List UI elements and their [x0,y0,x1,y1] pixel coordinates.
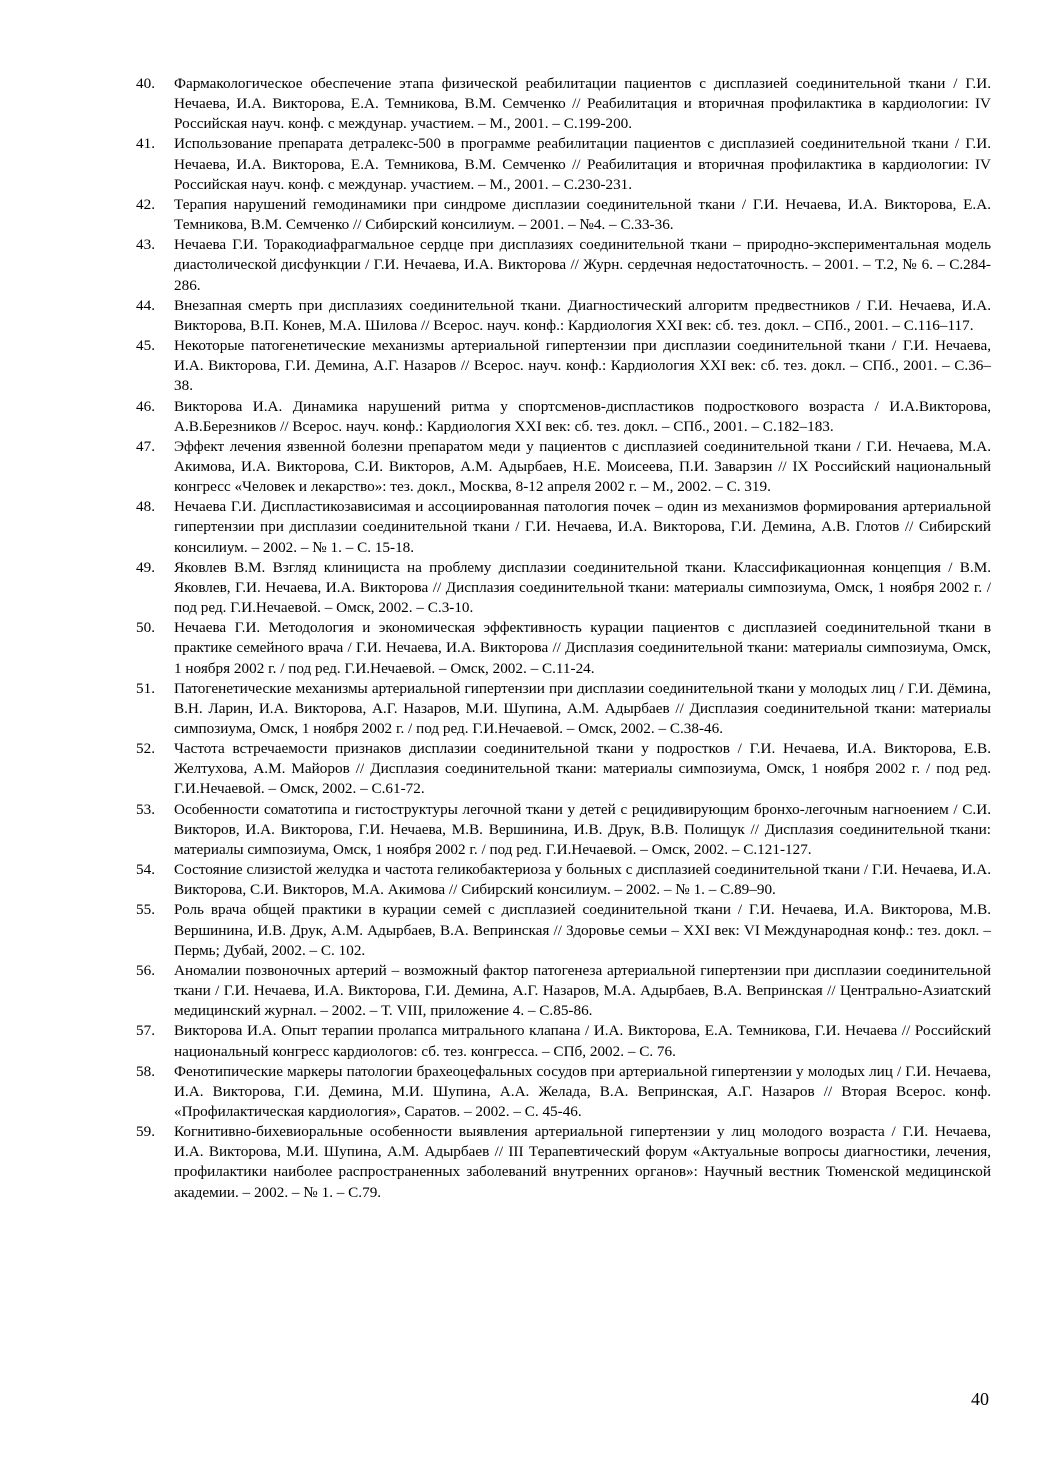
reference-item [136,74,991,134]
reference-number: 43. [136,236,155,254]
reference-text: Терапия нарушений гемодинамики при синдроме дисплазии соединительной ткани / Г.И. Нечаева, И.А. Викторова, Е.А. Темникова, В.М. Семченко // Сибирский консилиум. – 2001. – №4. – С.33-36. [174,195,991,234]
reference-number: 49. [136,558,155,576]
reference-text: Аномалии позвоночных артерий – возможный фактор патогенеза артериальной гипертензии при дисплазии соединительной ткани / Г.И. Нечаева, И.А. Викторова, Г.И. Демина, А.Г. Назаров, М.А. Адырбаев, В.А. Вепринская // Центрально-Азиатский медицинский журнал. – 2002. – Т. VIII, приложение 4. – С.85-86. [174,961,991,1020]
reference-text: Использование препарата детралекс-500 в программе реабилитации пациентов с дисплазией соединительной ткани / Г.И. Нечаева, И.А. Викторова, Е.А. Темникова, В.М. Семченко // Реабилитация и вторичная профилактика в кардиологии: IV Российская науч. конф. с междунар. участием. – М., 2001. – С.230-231. [174,135,991,193]
reference-number: 44. [136,296,155,314]
reference-number: 42. [136,195,155,213]
reference-number: 41. [136,135,155,153]
reference-item [136,860,991,900]
reference-item [136,618,991,678]
reference-text: Нечаева Г.И. Торакодиафрагмальное сердце при дисплазиях соединительной ткани – природно-экспериментальная модель диастолической дисфункции / Г.И. Нечаева, И.А. Викторова // Журн. сердечная недостаточность. – 2001. – Т.2, № 6. – С.284-286. [174,236,991,294]
reference-text: Состояние слизистой желудка и частота геликобактериоза у больных с дисплазией соединительной ткани / Г.И. Нечаева, И.А. Викторова, С.И. Викторов, М.А. Акимова // Сибирский консилиум. – 2002. – № 1. – С.89–90. [174,861,991,899]
reference-item [136,1021,991,1061]
reference-text: Особенности соматотипа и гистоструктуры легочной ткани у детей с рецидивирующим бронхо-легочным нагноением / С.И. Викторов, И.А. Викторова, Г.И. Нечаева, М.В. Вершинина, И.В. Друк, В.В. Полищук // Дисплазия соединительной ткани: материалы симпозиума, Омск, 1 ноября 2002 г. / под ред. Г.И.Нечаевой. – Омск, 2002. – С.121-127. [174,800,991,858]
reference-text: Частота встречаемости признаков дисплазии соединительной ткани у подростков / Г.И. Нечаева, И.А. Викторова, Е.В. Желтухова, А.М. Майоров // Дисплазия соединительной ткани: материалы симпозиума, Омск, 1 ноября 2002 г. / под ред. Г.И.Нечаевой. – Омск, 2002. – С.61-72. [174,740,991,798]
reference-text: Когнитивно-бихевиоральные особенности выявления артериальной гипертензии у лиц молодого возраста / Г.И. Нечаева, И.А. Викторова, М.И. Шупина, А.М. Адырбаев // III Терапевтический форум «Актуальные вопросы диагностики, лечения, профилактики наиболее распространенных заболеваний внутренних органов»: Научный вестник Тюменской медицинской академии. – 2002. – № 1. – С.79. [174,1123,991,1201]
reference-text: Яковлев В.М. Взгляд клинициста на проблему дисплазии соединительной ткани. Классификационная концепция / В.М. Яковлев, Г.И. Нечаева, И.А. Викторова // Дисплазия соединительной ткани: материалы симпозиума, Омск, 1 ноября 2002 г. / под ред. Г.И.Нечаевой. – Омск, 2002. – С.3-10. [174,558,991,617]
reference-item [136,397,991,437]
reference-number: 46. [136,397,155,415]
reference-text: Викторова И.А. Опыт терапии пролапса митрального клапана / И.А. Викторова, Е.А. Темникова, Г.И. Нечаева // Российский национальный конгресс кардиологов: сб. тез. конгресса. – СПб, 2002. – С. 76. [174,1022,991,1060]
reference-text: Внезапная смерть при дисплазиях соединительной ткани. Диагностический алгоритм предвестников / Г.И. Нечаева, И.А. Викторова, В.П. Конев, М.А. Шилова // Всерос. науч. конф.: Кардиология XXI век: сб. тез. докл. – СПб., 2001. – С.116–117. [174,296,991,334]
reference-number: 50. [136,619,155,637]
reference-number: 53. [136,800,155,818]
reference-number: 48. [136,498,155,516]
reference-item [136,900,991,960]
reference-number: 56. [136,961,155,979]
reference-text: Викторова И.А. Динамика нарушений ритма у спортсменов-диспластиков подросткового возраста / И.А.Викторова, А.В.Березников // Всерос. науч. конф.: Кардиология XXI век: сб. тез. докл. – СПб., 2001. – С.182–183. [174,397,991,435]
reference-item [136,134,991,194]
reference-text: Фенотипические маркеры патологии брахеоцефальных сосудов при артериальной гипертензии у молодых лиц / Г.И. Нечаева, И.А. Викторова, Г.И. Демина, М.И. Шупина, А.А. Желада, В.А. Вепринская, А.Г. Назаров // Вторая Всерос. конф. «Профилактическая кардиология», Саратов. – 2002. – С. 45-46. [174,1062,991,1120]
reference-text: Фармакологическое обеспечение этапа физической реабилитации пациентов с дисплазией соединительной ткани / Г.И. Нечаева, И.А. Викторова, Е.А. Темникова, В.М. Семченко // Реабилитация и вторичная профилактика в кардиологии: IV Российская науч. конф. с междунар. участием. – М., 2001. – С.199-200. [174,75,991,133]
reference-item [136,296,991,336]
reference-text: Патогенетические механизмы артериальной гипертензии при дисплазии соединительной ткани у молодых лиц / Г.И. Дёмина, В.Н. Ларин, И.А. Викторова, А.Г. Назаров, М.И. Шупина, А.М. Адырбаев // Дисплазия соединительной ткани: материалы симпозиума, Омск, 1 ноября 2002 г. / под ред. Г.И.Нечаевой. – Омск, 2002. – С.38-46. [174,679,991,737]
reference-item [136,497,991,557]
reference-item [136,679,991,739]
page-number: 40 [971,1389,989,1409]
reference-text: Нечаева Г.И. Диспластикозависимая и ассоциированная патология почек – один из механизмов формирования артериальной гипертензии при дисплазии соединительной ткани / Г.И. Нечаева, И.А. Викторова, Г.И. Демина, А.В. Глотов // Сибирский консилиум. – 2002. – № 1. – С. 15-18. [174,498,991,556]
reference-number: 58. [136,1062,155,1080]
reference-text: Некоторые патогенетические механизмы артериальной гипертензии при дисплазии соединительной ткани / Г.И. Нечаева, И.А. Викторова, Г.И. Демина, А.Г. Назаров // Всерос. науч. конф.: Кардиология XXI век: сб. тез. докл. – СПб., 2001. – С.36–38. [174,337,991,395]
reference-item [136,1122,991,1203]
reference-item [136,195,991,235]
reference-item [136,336,991,396]
reference-number: 59. [136,1123,155,1141]
reference-number: 47. [136,437,155,455]
reference-item [136,961,991,1021]
reference-item [136,235,991,295]
reference-item [136,739,991,799]
reference-text: Роль врача общей практики в курации семей с дисплазией соединительной ткани / Г.И. Нечаева, И.А. Викторова, М.В. Вершинина, И.В. Друк, А.М. Адырбаев, В.А. Вепринская // Здоровье семьи – XXI век: VI Международная конф.: тез. докл. – Пермь; Дубай, 2002. – С. 102. [174,901,991,959]
reference-number: 40. [136,75,155,92]
reference-number: 52. [136,740,155,758]
reference-item [136,1062,991,1122]
reference-item [136,800,991,860]
reference-text: Нечаева Г.И. Методология и экономическая эффективность курации пациентов с дисплазией соединительной ткани в практике семейного врача / Г.И. Нечаева, И.А. Викторова // Дисплазия соединительной ткани: материалы симпозиума, Омск, 1 ноября 2002 г. / под ред. Г.И.Нечаевой. – Омск, 2002. – С.11-24. [174,619,991,677]
reference-text: Эффект лечения язвенной болезни препаратом меди у пациентов с дисплазией соединительной ткани / Г.И. Нечаева, М.А. Акимова, И.А. Викторова, С.И. Викторов, А.М. Адырбаев, Н.Е. Моисеева, П.И. Заварзин // IX Российский национальный конгресс «Человек и лекарство»: тез. докл., Москва, 8-12 апреля 2002 г. – М., 2002. – С. 319. [174,437,991,496]
reference-number: 45. [136,337,155,355]
reference-number: 51. [136,679,155,697]
reference-item [136,437,991,497]
reference-number: 54. [136,861,155,879]
reference-number: 55. [136,901,155,919]
reference-list [136,74,991,1203]
reference-number: 57. [136,1022,155,1040]
reference-item [136,558,991,618]
